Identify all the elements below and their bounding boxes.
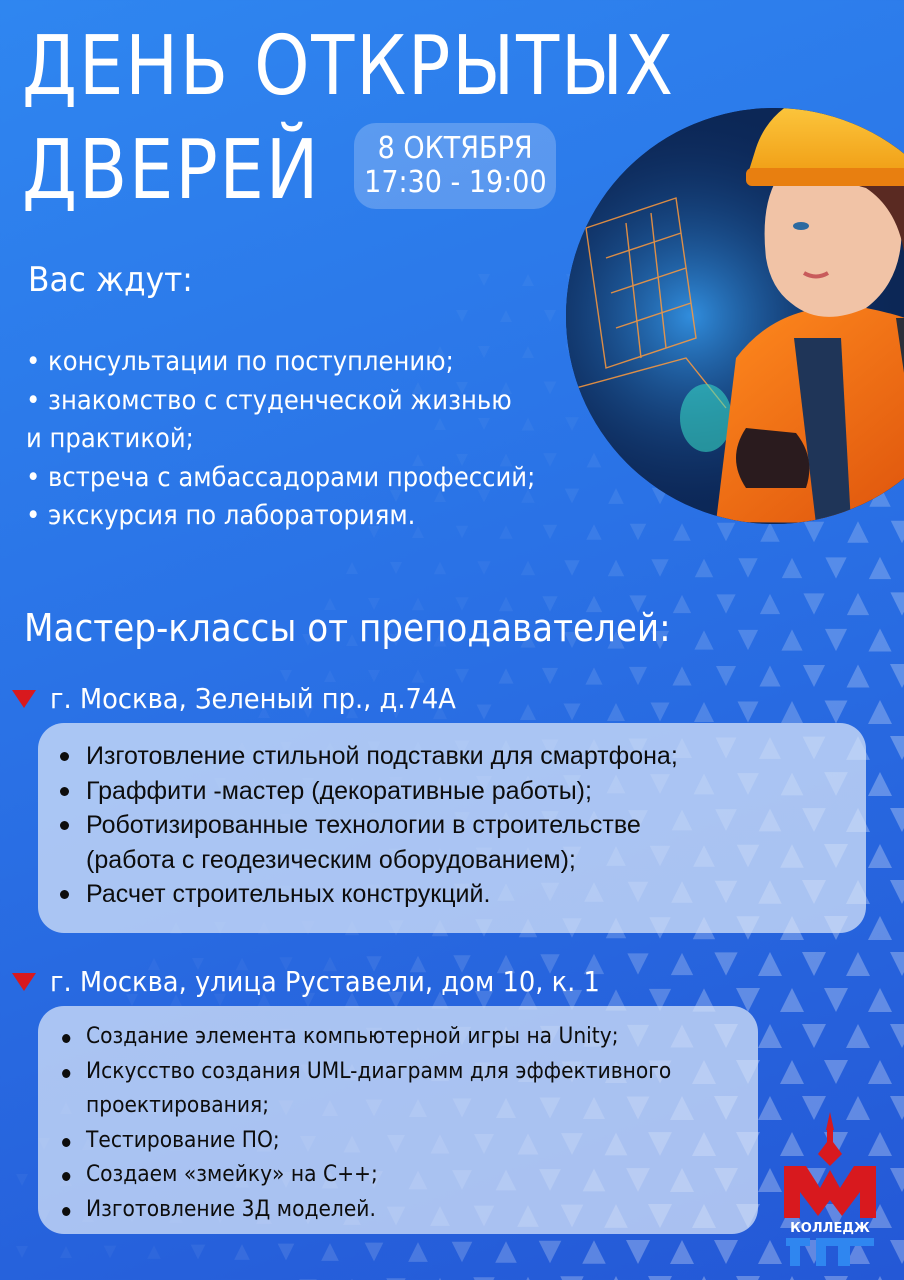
list-item: Изготовление 3Д моделей. <box>86 1193 704 1228</box>
list-item: (работа с геодезическим оборудованием); <box>86 845 576 874</box>
masterclass-panel-1 <box>38 723 866 933</box>
masterclass-panel-2 <box>38 1006 758 1234</box>
waiting-list <box>26 343 626 536</box>
triangle-marker-icon <box>12 690 36 708</box>
event-time: 17:30 - 19:00 <box>363 165 547 200</box>
list-item: Искусство создания UML-диаграмм для эффективного <box>86 1055 704 1090</box>
date-badge <box>354 123 556 209</box>
page-title-line-2: ДВЕРЕЙ <box>22 123 321 218</box>
list-item: проектирования; <box>86 1093 270 1119</box>
location-2 <box>12 965 648 998</box>
location-address: г. Москва, улица Руставели, дом 10, к. 1 <box>50 965 600 998</box>
list-item: Создаем «змейку» на С++; <box>86 1158 704 1193</box>
list-item: • экскурсия по лабораториям. <box>26 500 416 531</box>
list-item: Создание элемента компьютерной игры на Unity; <box>86 1020 704 1055</box>
list-item: Роботизированные технологии в строительстве <box>86 808 866 843</box>
list-item: Расчет строительных конструкций. <box>86 877 866 912</box>
college-crown-logo-icon <box>780 1108 880 1268</box>
list-item: Тестирование ПО; <box>86 1124 704 1159</box>
masterclasses-heading: Мастер-классы от преподавателей: <box>24 606 671 650</box>
list-item: Изготовление стильной подставки для смартфона; <box>86 739 866 774</box>
logo-label: КОЛЛЕДЖ <box>790 1221 870 1236</box>
list-item: Граффити -мастер (декоративные работы); <box>86 774 866 809</box>
event-date: 8 ОКТЯБРЯ <box>377 131 533 166</box>
list-item: и практикой; <box>26 423 194 454</box>
list-item: • знакомство с студенческой жизнью <box>26 384 512 416</box>
waiting-heading: Вас ждут: <box>28 260 193 300</box>
page-title-line-1: ДЕНЬ ОТКРЫТЫХ <box>22 19 675 114</box>
list-item: • консультации по поступлению; <box>26 346 454 377</box>
location-address: г. Москва, Зеленый пр., д.74А <box>50 682 456 715</box>
list-item: • встреча с амбассадорами профессий; <box>26 461 536 493</box>
location-1 <box>12 682 491 715</box>
triangle-marker-icon <box>12 973 36 991</box>
college-logo <box>780 1108 880 1268</box>
